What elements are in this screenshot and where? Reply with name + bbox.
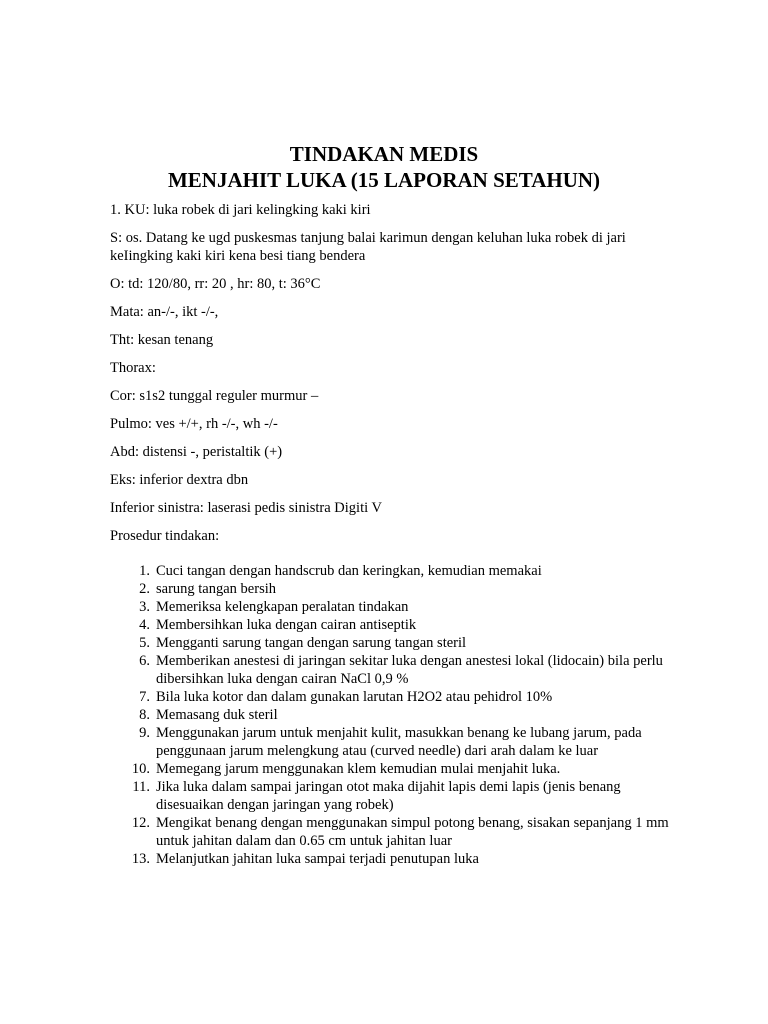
paragraph-eks: Eks: inferior dextra dbn — [110, 472, 249, 488]
list-item — [110, 634, 670, 652]
list-item — [110, 778, 670, 814]
list-item-text: Membersihkan luka dengan cairan antiseptik — [156, 617, 417, 633]
list-item-text: Mengganti sarung tangan dengan sarung tangan steril — [156, 635, 467, 651]
list-item-text: Jika luka dalam sampai jaringan otot maka dijahit lapis demi lapis (jenis benang disesuaikan dengan jaringan yang robek) — [156, 779, 621, 813]
list-item-number: 11. — [132, 779, 150, 795]
list-item-number: 8. — [139, 707, 150, 723]
list-item-text: Memberikan anestesi di jaringan sekitar luka dengan anestesi lokal (lidocain) bila perlu dibersihkan luka dengan cairan NaCl 0,9 % — [156, 653, 663, 687]
list-item-text: Memasang duk steril — [156, 707, 278, 723]
paragraph-abd: Abd: distensi -, peristaltik (+) — [110, 444, 283, 460]
procedure-steps-list — [110, 562, 670, 868]
paragraph-inferior-sinistra: Inferior sinistra: laserasi pedis sinistra Digiti V — [110, 500, 382, 516]
paragraph-prosedur-heading: Prosedur tindakan: — [110, 528, 220, 544]
paragraph-ku: 1. KU: luka robek di jari kelingking kaki kiri — [110, 202, 371, 218]
list-item-text: sarung tangan bersih — [156, 581, 276, 597]
paragraph-pulmo: Pulmo: ves +/+, rh -/-, wh -/- — [110, 416, 278, 432]
list-item-text: Menggunakan jarum untuk menjahit kulit, masukkan benang ke lubang jarum, pada penggunaan jarum melengkung atau (curved needle) dari arah dalam ke luar — [156, 725, 642, 759]
list-item — [110, 598, 670, 616]
list-item-number: 9. — [139, 725, 150, 741]
list-item-number: 12. — [131, 815, 150, 831]
list-item-text: Bila luka kotor dan dalam gunakan larutan H2O2 atau pehidrol 10% — [156, 689, 553, 705]
list-item-number: 5. — [139, 635, 150, 651]
list-item-number: 7. — [139, 689, 150, 705]
list-item — [110, 688, 670, 706]
list-item — [110, 562, 670, 580]
list-item — [110, 580, 670, 598]
paragraph-subjective: S: os. Datang ke ugd puskesmas tanjung balai karimun dengan keluhan luka robek di jari keIingking kaki kiri kena besi tiang bendera — [110, 230, 626, 264]
list-item-text: Memegang jarum menggunakan klem kemudian mulai menjahit luka. — [156, 761, 561, 777]
paragraph-objective: O: td: 120/80, rr: 20 , hr: 80, t: 36°C — [110, 276, 321, 292]
list-item-number: 4. — [139, 617, 150, 633]
document-title-line1: TINDAKAN MEDIS — [289, 142, 479, 166]
list-item-number: 3. — [139, 599, 150, 615]
list-item — [110, 814, 670, 850]
paragraph-thorax: Thorax: — [110, 360, 156, 376]
document-body — [110, 201, 670, 867]
list-item-text: Memeriksa kelengkapan peralatan tindakan — [156, 599, 409, 615]
list-item — [110, 616, 670, 634]
list-item — [110, 850, 670, 868]
list-item-text: Mengikat benang dengan menggunakan simpul potong benang, sisakan sepanjang 1 mm untuk jahitan dalam dan 0.65 cm untuk jahitan luar — [156, 815, 669, 849]
list-item-number: 10. — [131, 761, 150, 777]
paragraph-cor: Cor: s1s2 tunggal reguler murmur – — [110, 388, 319, 404]
list-item-text: Melanjutkan jahitan luka sampai terjadi penutupan luka — [156, 851, 479, 867]
paragraph-mata: Mata: an-/-, ikt -/-, — [110, 304, 219, 320]
document-title-line2: MENJAHIT LUKA (15 LAPORAN SETAHUN) — [167, 168, 601, 192]
list-item — [110, 652, 670, 688]
list-item-number: 2. — [139, 581, 150, 597]
list-item — [110, 760, 670, 778]
list-item-number: 6. — [139, 653, 150, 669]
list-item-text: Cuci tangan dengan handscrub dan keringkan, kemudian memakai — [156, 563, 542, 579]
list-item — [110, 706, 670, 724]
list-item-number: 1. — [139, 563, 150, 579]
list-item — [110, 724, 670, 760]
paragraph-tht: Tht: kesan tenang — [110, 332, 214, 348]
list-item-number: 13. — [131, 851, 150, 867]
